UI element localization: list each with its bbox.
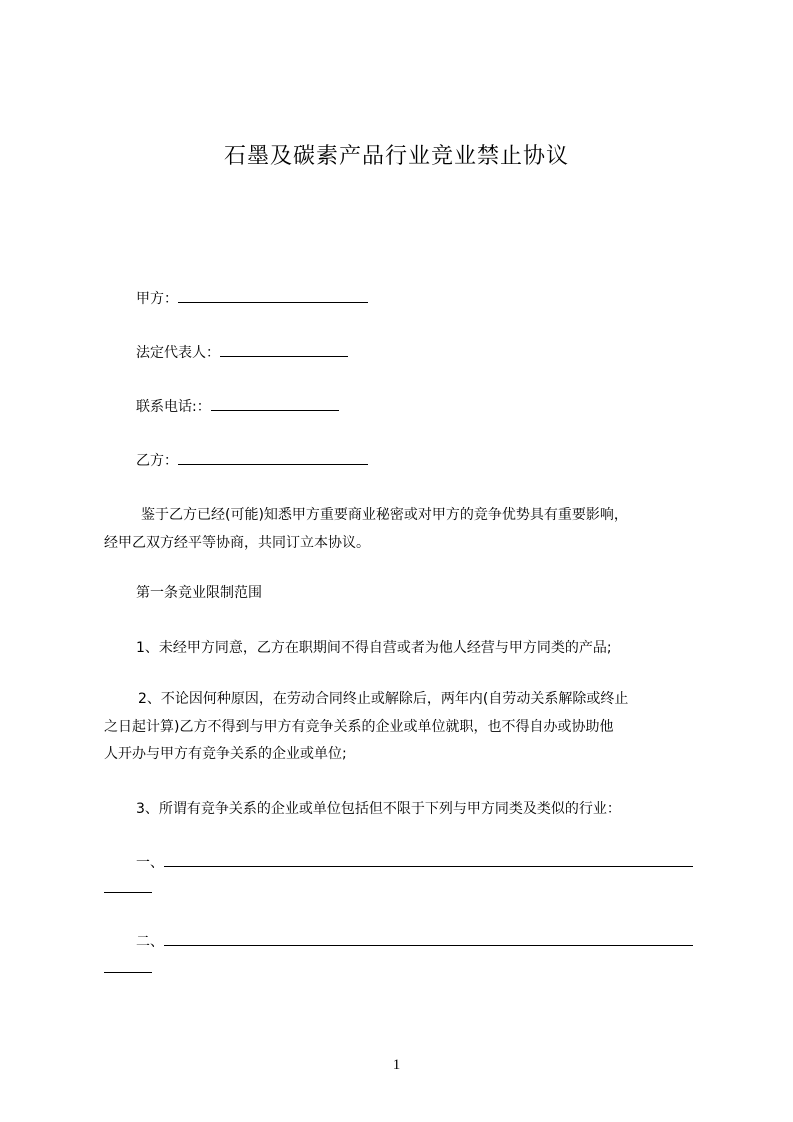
list-item-1-blank-continued: [104, 880, 152, 893]
list-item-2-label: 二、: [136, 934, 164, 950]
phone-field: [136, 400, 339, 414]
list-item-2-blank: [164, 943, 693, 946]
party-b-blank: [178, 462, 368, 465]
clause-2-line-3: 人开办与甲方有竞争关系的企业或单位;: [104, 746, 347, 762]
list-item-2: [136, 935, 693, 949]
clause-3: 3、所谓有竞争关系的企业或单位包括但不限于下列与甲方同类及类似的行业：: [136, 801, 621, 817]
clause-2-line-2: 之日起计算)乙方不得到与甲方有竞争关系的企业或单位就职，也不得自办或协助他: [104, 719, 614, 735]
party-b-label: 乙方：: [136, 453, 178, 469]
list-item-1-blank: [164, 864, 693, 867]
party-a-label: 甲方：: [136, 291, 178, 307]
phone-blank: [211, 408, 339, 411]
party-b-field: [136, 454, 368, 468]
preamble-line-1: 鉴于乙方已经(可能)知悉甲方重要商业秘密或对甲方的竞争优势具有重要影响，: [141, 507, 628, 523]
list-item-1: [136, 856, 693, 870]
legal-rep-label: 法定代表人：: [136, 345, 220, 361]
legal-rep-field: [136, 346, 348, 360]
list-item-1-label: 一、: [136, 855, 164, 871]
article-1-heading: 第一条竞业限制范围: [136, 585, 262, 601]
clause-2-line-1: 2、不论因何种原因，在劳动合同终止或解除后，两年内(自劳动关系解除或终止: [138, 691, 629, 707]
clause-1: 1、未经甲方同意，乙方在职期间不得自营或者为他人经营与甲方同类的产品;: [136, 640, 612, 656]
preamble-line-2: 经甲乙双方经平等协商，共同订立本协议。: [104, 535, 370, 551]
phone-label: 联系电话:：: [136, 399, 211, 415]
party-a-blank: [178, 300, 368, 303]
party-a-field: [136, 292, 368, 306]
legal-rep-blank: [220, 354, 348, 357]
page-number: 1: [392, 1057, 401, 1073]
document-title: 石墨及碳素产品行业竞业禁止协议: [223, 144, 569, 169]
list-item-2-blank-continued: [104, 960, 152, 973]
